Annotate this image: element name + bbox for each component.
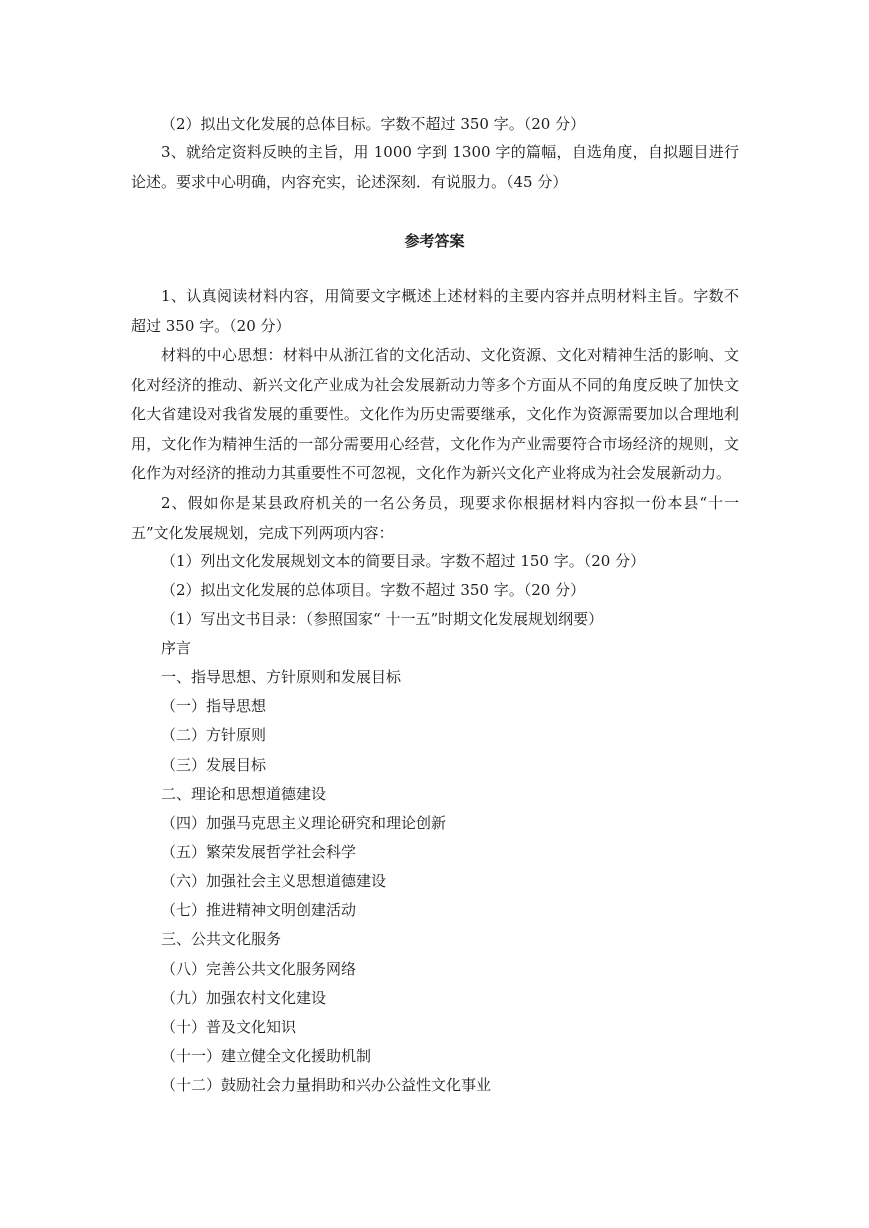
question-1-paragraph: 1、认真阅读材料内容，用简要文字概述上述材料的主要内容并点明材料主旨。字数不超过 350 字。（20 分） [131, 287, 739, 335]
list-line: （八）完善公共文化服务网络 [161, 960, 357, 978]
list-line: （九）加强农村文化建设 [161, 989, 327, 1007]
list-line: （四）加强马克思主义理论研究和理论创新 [161, 814, 447, 832]
list-line: （二）方针原则 [161, 726, 267, 744]
list-line: 序言 [161, 639, 192, 657]
list-line: （十二）鼓励社会力量捐助和兴办公益性文化事业 [161, 1076, 492, 1094]
list-line: 二、理论和思想道德建设 [161, 785, 327, 803]
list-line: （三）发展目标 [161, 756, 267, 774]
list-line: （五）繁荣发展哲学社会科学 [161, 843, 357, 861]
essay-question-paragraph: 3、就给定资料反映的主旨，用 1000 字到 1300 字的篇幅，自选角度，自拟题目进行论述。要求中心明确，内容充实，论述深刻．有说服力。（45 分） [131, 143, 739, 191]
section-heading: 参考答案 [404, 232, 465, 250]
list-line: 一、指导思想、方针原则和发展目标 [161, 668, 402, 686]
list-line: （十）普及文化知识 [161, 1018, 297, 1036]
list-line: （六）加强社会主义思想道德建设 [161, 872, 387, 890]
list-line: （2）拟出文化发展的总体项目。字数不超过 350 字。（20 分） [161, 581, 586, 599]
list-line: （一）指导思想 [161, 697, 267, 715]
requirement-2-line: （2）拟出文化发展的总体目标。字数不超过 350 字。（20 分） [161, 115, 586, 133]
list-line: （十一）建立健全文化援助机制 [161, 1047, 372, 1065]
answer-1-paragraph: 材料的中心思想：材料中从浙江省的文化活动、文化资源、文化对精神生活的影响、文化对经济的推动、新兴文化产业成为社会发展新动力等多个方面从不同的角度反映了加快文化大省建设对我省发展的重要性。文化作为历史需要继承，文化作为资源需要加以合理地利用，文化作为精神生活的一部分需要用心经营，文化作为产业需要符合市场经济的规则，文化作为对经济的推动力其重要性不可忽视，文化作为新兴文化产业将成为社会发展新动力。 [131, 346, 739, 482]
question-2-paragraph: 2、假如你是某县政府机关的一名公务员，现要求你根据材料内容拟一份本县“十一五”文化发展规划，完成下列两项内容： [131, 494, 739, 542]
list-line: （1）写出文书目录：（参照国家“ 十一五”时期文化发展规划纲要） [161, 610, 604, 628]
list-line: （七）推进精神文明创建活动 [161, 901, 357, 919]
list-line: 三、公共文化服务 [161, 930, 282, 948]
list-line: （1）列出文化发展规划文本的简要目录。字数不超过 150 字。（20 分） [161, 552, 646, 570]
